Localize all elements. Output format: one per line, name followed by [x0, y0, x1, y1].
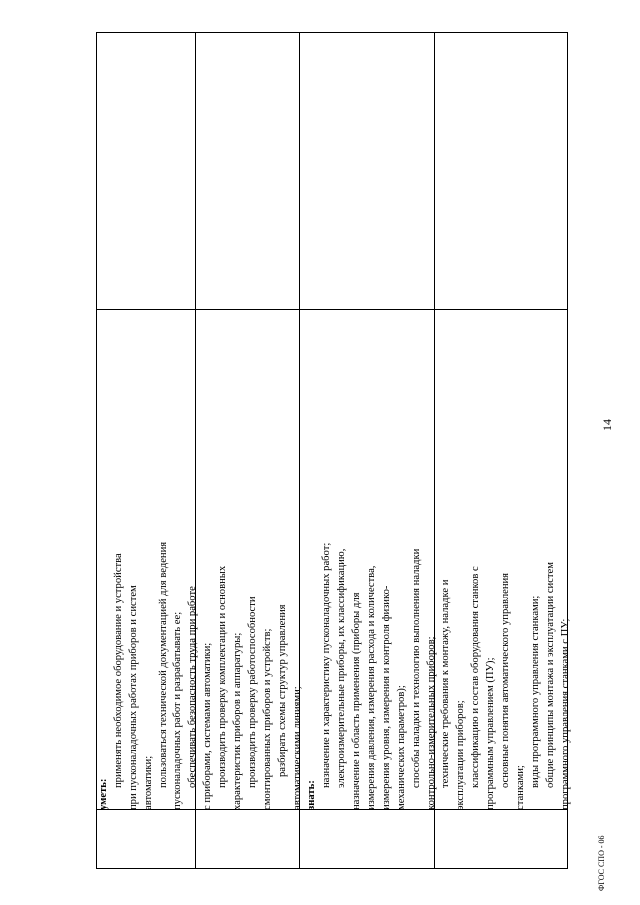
table [96, 32, 571, 869]
text-line: назначение и область применения (приборы для [351, 592, 363, 810]
text-line: программного управления станками с ПУ; [559, 618, 571, 810]
text-line: разбирать схемы структур управления [276, 604, 288, 777]
text-line: технические требования к монтажу, наладке и [440, 579, 452, 788]
text-line: станками; [514, 765, 526, 810]
text-line: виды программного управления станками; [529, 595, 541, 788]
text-line: измерения уровня, измерения и контроля физико- [380, 585, 392, 810]
text-line: при пусконаладочных работах приборов и систем [127, 585, 139, 810]
text-line: производить проверку комплектации и основных [217, 565, 229, 788]
text-line: автоматическими линиями; [291, 686, 303, 810]
text-line: общие принципы монтажа и эксплуатации систем [544, 562, 556, 788]
section-heading: уметь: [98, 778, 109, 810]
text-line: применять необходимое оборудование и устройства [112, 553, 124, 788]
text-line: обеспечивать безопасность труда при работе [187, 586, 199, 788]
page-number: 14 [600, 419, 614, 431]
text-line: механических параметров); [395, 685, 407, 810]
text-line: производить проверку работоспособности [246, 596, 258, 788]
column-divider [97, 309, 567, 310]
rotated-page [96, 32, 614, 891]
text-line: способы наладки и технологию выполнения наладки [410, 548, 422, 788]
text-line: с приборами, системами автоматики; [202, 642, 214, 810]
text-line: пусконаладочных работ и разрабатывать ее; [172, 611, 184, 810]
text-line: основные понятия автоматического управления [500, 572, 512, 788]
text-line: характеристик приборов и аппаратуры; [232, 632, 244, 810]
text-line: контрольно-измерительных приборов; [425, 636, 437, 810]
text-line: автоматики; [142, 755, 154, 810]
text-line: назначение и характеристику пусконаладочных работ; [321, 542, 333, 788]
text-line: электроизмерительные приборы, их классификацию, [336, 548, 348, 788]
footer-code: ФГОС СПО - 06 [597, 835, 606, 891]
text-line: смонтированных приборов и устройств; [261, 628, 273, 810]
text-line: измерения давления, измерения расхода и количества, [366, 565, 378, 810]
skills-knowledge-cell [97, 315, 574, 810]
text-line: эксплуатации приборов; [455, 700, 467, 810]
text-line: пользоваться технической документацией для ведения [157, 541, 169, 788]
section-heading: знать: [306, 780, 318, 810]
text-line: классификацию и состав оборудования станков с [470, 566, 482, 788]
text-line: программным управлением (ПУ); [485, 657, 497, 810]
